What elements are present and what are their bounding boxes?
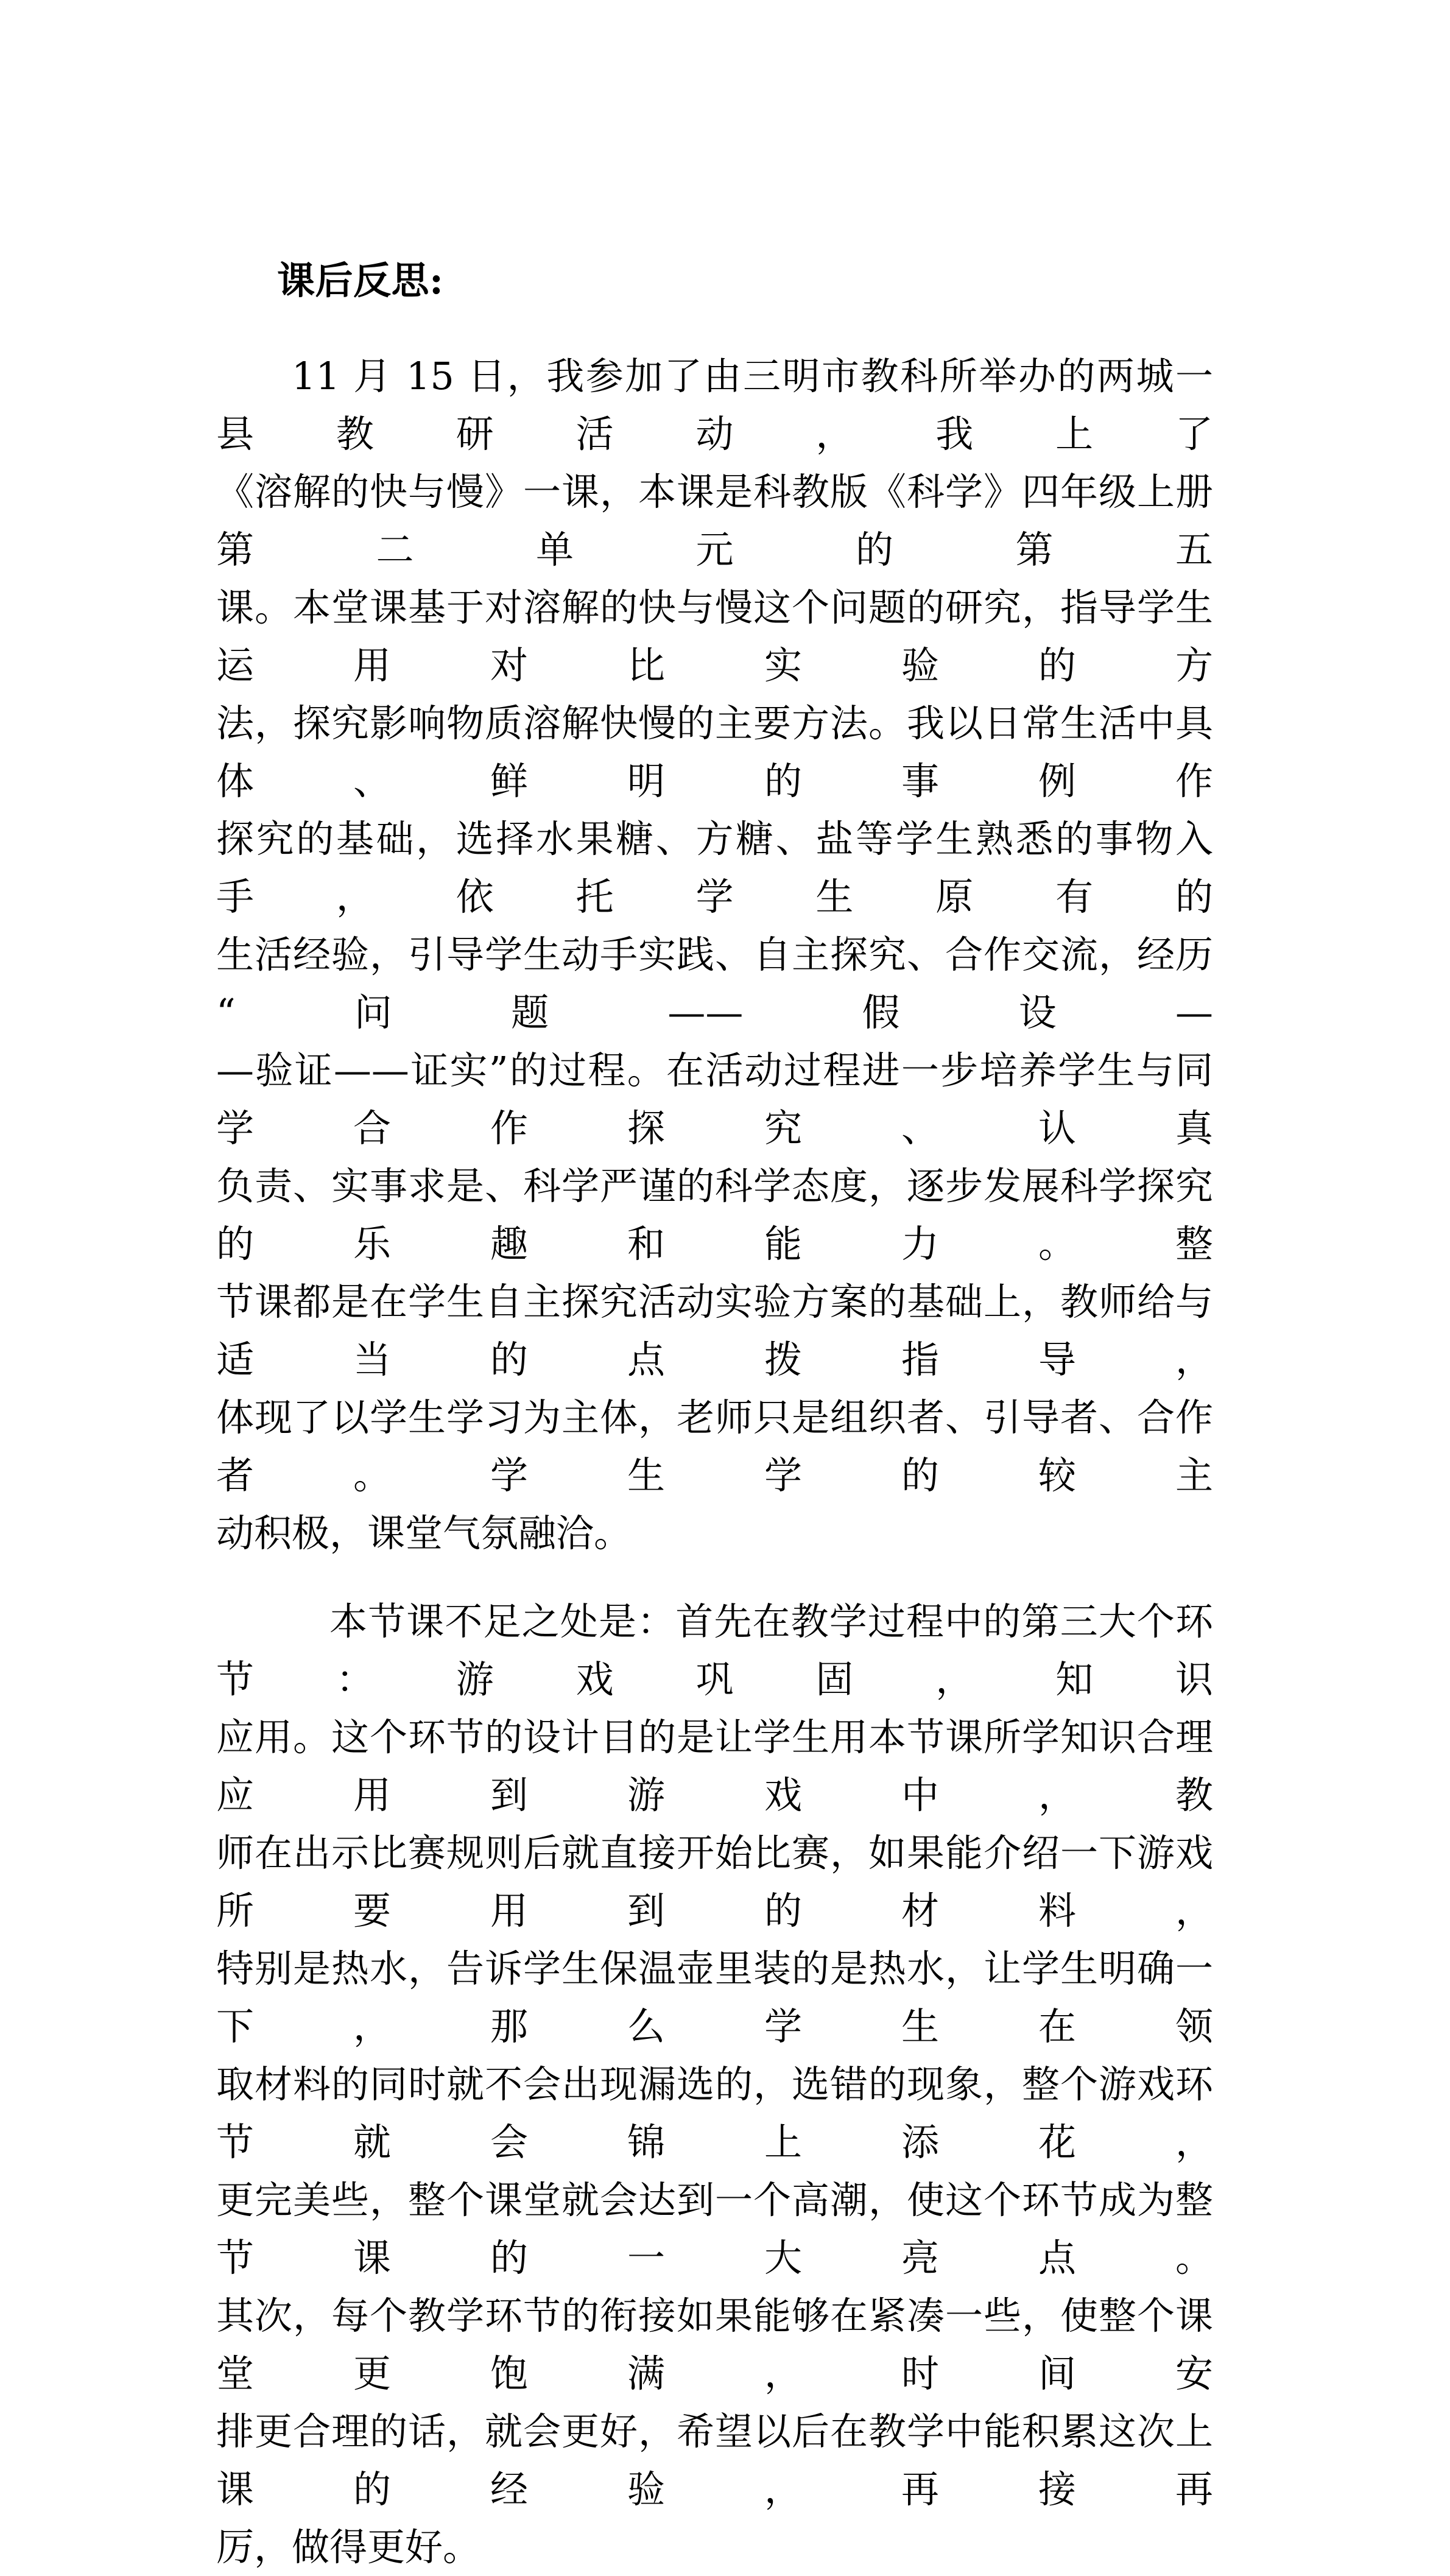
text-line: 排更合理的话，就会更好，希望以后在教学中能积累这次上课的经验，再接再 — [216, 2409, 1213, 2511]
text-line: 特别是热水，告诉学生保温壶里装的是热水，让学生明确一下，那么学生在领 — [216, 1946, 1213, 2049]
text-line: 师在出示比赛规则后就直接开始比赛，如果能介绍一下游戏所要用到的材料， — [216, 1831, 1213, 1933]
page-title: 课后反思: — [277, 258, 444, 303]
paragraph-reflection-body — [216, 347, 1213, 1562]
text-line: 动积极，课堂气氛融洽。 — [216, 1511, 632, 1555]
text-line: 法，探究影响物质溶解快慢的主要方法。我以日常生活中具体、鲜明的事例作 — [216, 701, 1213, 803]
text-line: 体现了以学生学习为主体，老师只是组织者、引导者、合作者。学生学的较主 — [216, 1395, 1213, 1497]
paragraph-shortcomings-body — [216, 1592, 1213, 2576]
text-line: 取材料的同时就不会出现漏选的，选错的现象，整个游戏环节就会锦上添花， — [216, 2062, 1213, 2164]
text-line: 节课都是在学生自主探究活动实验方案的基础上，教师给与适当的点拨指导， — [216, 1279, 1213, 1382]
text-line: 生活经验，引导学生动手实践、自主探究、合作交流，经历“问题——假设— — [216, 932, 1213, 1035]
document-text-column — [216, 258, 1213, 2576]
text-line: 其次，每个教学环节的衔接如果能够在紧凑一些，使整个课堂更饱满，时间安 — [216, 2293, 1213, 2396]
text-line: —验证——证实”的过程。在活动过程进一步培养学生与同学合作探究、认真 — [216, 1048, 1213, 1150]
text-line: 更完美些，整个课堂就会达到一个高潮，使这个环节成为整节课的一大亮点。 — [216, 2178, 1213, 2280]
text-line: 应用。这个环节的设计目的是让学生用本节课所学知识合理应用到游戏中，教 — [216, 1715, 1213, 1817]
text-line: 探究的基础，选择水果糖、方糖、盐等学生熟悉的事物入手，依托学生原有的 — [216, 817, 1213, 919]
text-line: 本节课不足之处是：首先在教学过程中的第三大个环节：游戏巩固，知识 — [216, 1599, 1213, 1701]
text-line: 负责、实事求是、科学严谨的科学态度，逐步发展科学探究的乐趣和能力。整 — [216, 1164, 1213, 1266]
text-line: 11 月 15 日，我参加了由三明市教科所举办的两城一县教研活动，我上了 — [216, 354, 1213, 456]
text-line: 课。本堂课基于对溶解的快与慢这个问题的研究，指导学生运用对比实验的方 — [216, 585, 1213, 688]
text-line: 《溶解的快与慢》一课，本课是科教版《科学》四年级上册第二单元的第五 — [216, 470, 1213, 572]
text-line: 厉，做得更好。 — [216, 2525, 481, 2569]
